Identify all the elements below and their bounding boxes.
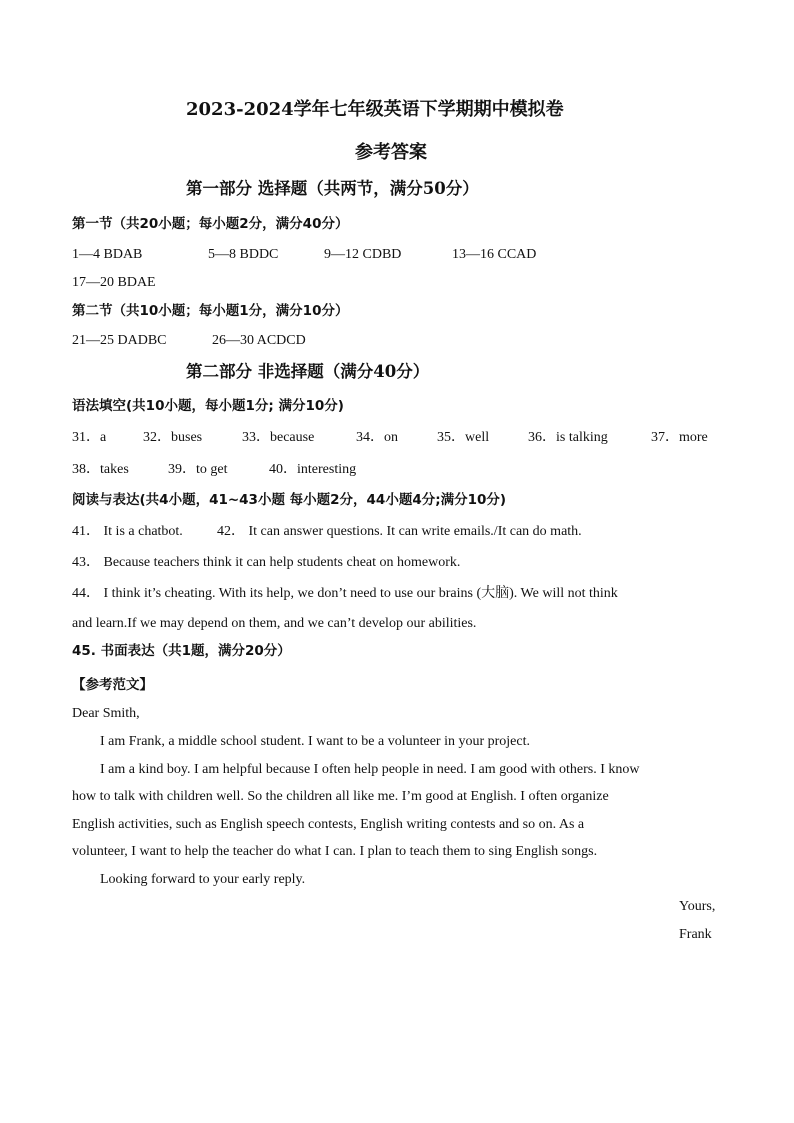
grammar-answer: 39．to get [168,462,228,477]
answer-group: 17—20 BDAE [72,275,156,290]
letter-paragraph-2-line3: English activities, such as English speech contests, English writing contests and so on. As a [72,817,585,832]
answer-group: 26—30 ACDCD [212,333,306,348]
answer-group: 9—12 CDBD [324,247,402,262]
answer-44-line1: 44． I think it’s cheating. With its help, we don’t need to use our brains (大脑). We will not think [72,586,618,601]
answer-41: 41． It is a chatbot. [72,524,183,539]
grammar-answer: 35．well [437,430,490,445]
grammar-answer: 34．on [356,430,398,445]
grammar-heading: 语法填空(共10小题，每小题1分; 满分10分) [72,398,344,414]
answer-43: 43． Because teachers think it can help students cheat on homework. [72,555,461,570]
part1-heading: 第一部分 选择题（共两节，满分50分） [186,179,479,198]
grammar-answer: 36．is talking [528,430,608,445]
answer-group: 5—8 BDDC [208,247,279,262]
letter-paragraph-1: I am Frank, a middle school student. I want to be a volunteer in your project. [100,734,531,749]
grammar-answer: 31．a [72,430,107,445]
grammar-answer: 38．takes [72,462,129,477]
grammar-answer: 32．buses [143,430,203,445]
section1-heading: 第一节（共20小题；每小题2分，满分40分） [72,216,349,232]
document-subtitle: 参考答案 [355,142,427,163]
answer-group: 21—25 DADBC [72,333,167,348]
reading-heading: 阅读与表达(共4小题，41~43小题 每小题2分，44小题4分;满分10分) [72,492,507,508]
grammar-answer: 37．more [651,430,708,445]
answer-group: 1—4 BDAB [72,247,143,262]
letter-signature: Frank [679,927,712,942]
letter-closing: Yours, [679,899,716,914]
section2-heading: 第二节（共10小题；每小题1分，满分10分） [72,303,349,319]
letter-salutation: Dear Smith, [72,706,140,721]
letter-paragraph-2-line2: how to talk with children well. So the children all like me. I’m good at English. I often organize [72,789,609,804]
sample-essay-label: 【参考范文】 [72,677,153,693]
part2-heading: 第二部分 非选择题（满分40分） [186,362,430,381]
answer-42: 42． It can answer questions. It can write emails./It can do math. [217,524,582,539]
answer-group: 13—16 CCAD [452,247,537,262]
letter-paragraph-3: Looking forward to your early reply. [100,872,306,887]
answer-44-line2: and learn.If we may depend on them, and we can’t develop our abilities. [72,616,477,631]
grammar-answer: 40．interesting [269,462,357,477]
letter-paragraph-2-line1: I am a kind boy. I am helpful because I often help people in need. I am good with others. I know [100,762,640,777]
grammar-answer: 33．because [242,430,315,445]
writing-heading: 45. 书面表达（共1题，满分20分） [72,643,291,659]
document-title: 2023-2024学年七年级英语下学期期中模拟卷 [186,99,564,120]
letter-paragraph-2-line4: volunteer, I want to help the teacher do what I can. I plan to teach them to sing English songs. [72,844,598,859]
